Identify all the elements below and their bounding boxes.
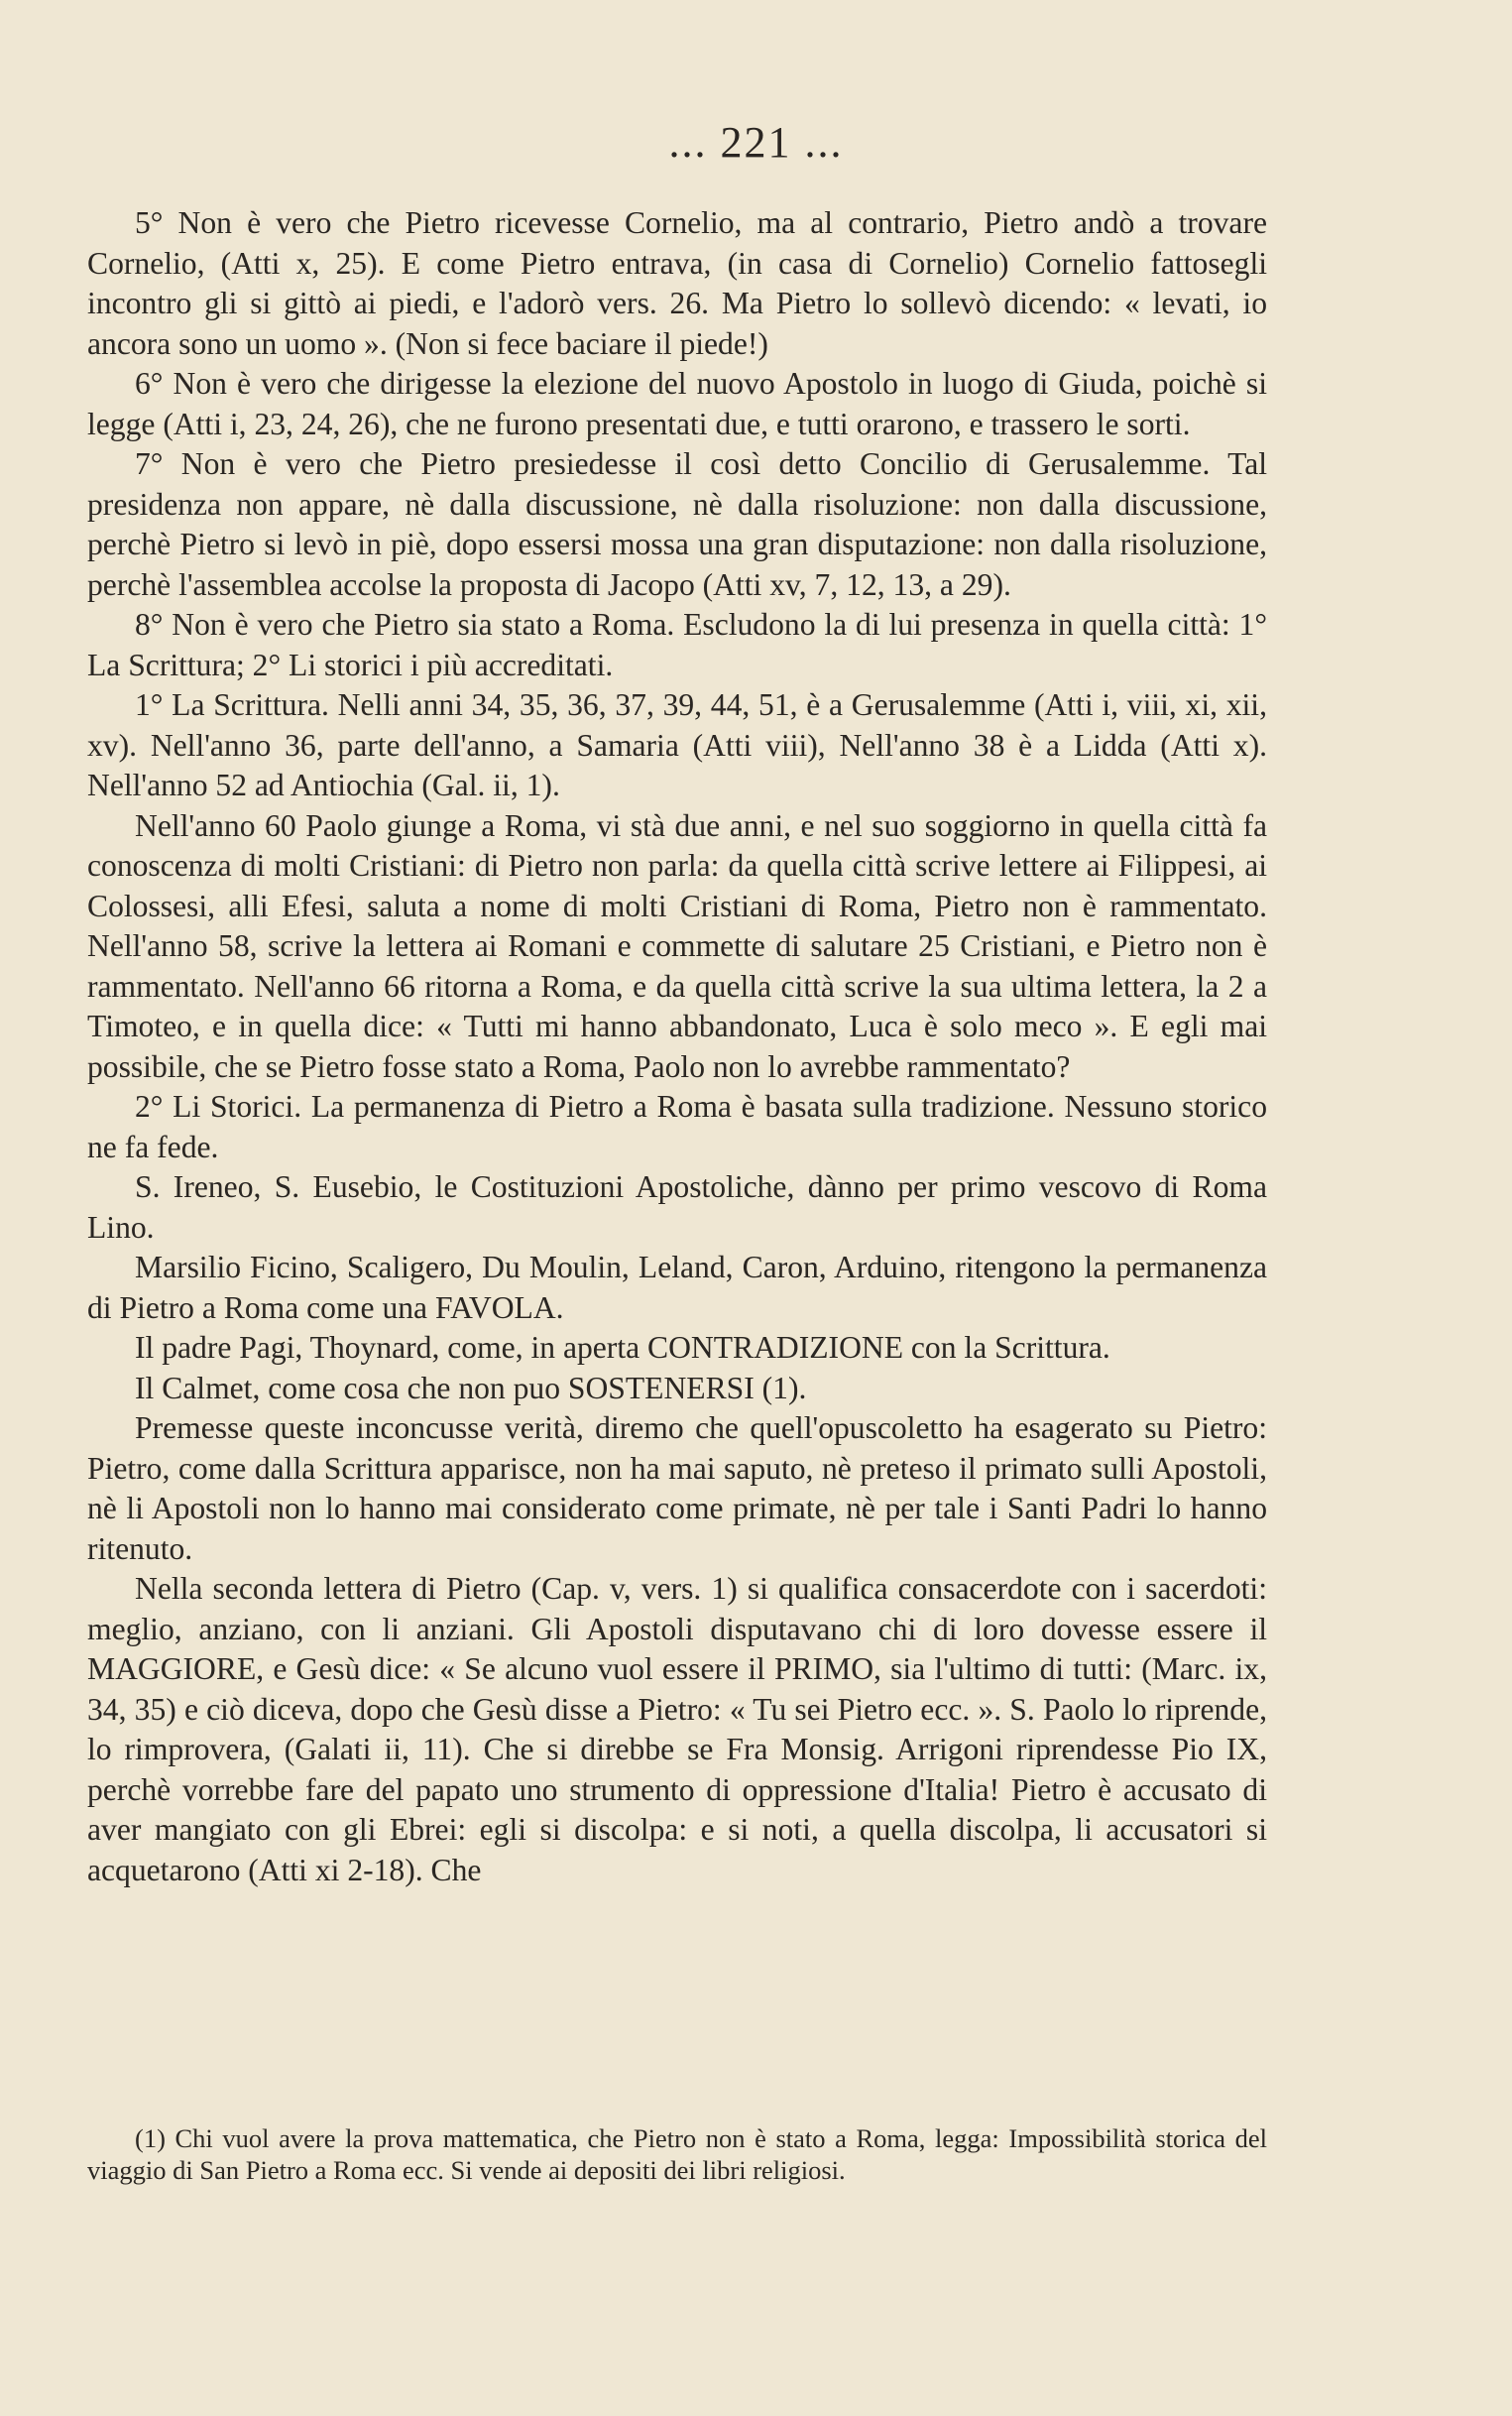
paragraph-scrittura: 1° La Scrittura. Nelli anni 34, 35, 36, 37, 39, 44, 51, è a Gerusalemme (Atti i, viii, xi, xii, xv). Nell'anno 36, parte dell'anno, a Samaria (Atti viii), Nell'anno 38 è a Lidda (Atti x). Nell'anno 52 ad Antiochia (Gal. ii, 1). [87, 687, 1267, 802]
paragraph-ficino: Marsilio Ficino, Scaligero, Du Moulin, Leland, Caron, Arduino, ritengono la permanenza di Pietro a Roma come una FAVOLA. [87, 1250, 1267, 1325]
paragraph-lettera: Nella seconda lettera di Pietro (Cap. v, vers. 1) si qualifica consacerdote con i sacerdoti: meglio, anziano, con li anziani. Gli Apostoli disputavano chi di loro dovesse essere il MAGGIORE, e Gesù dice: « Se alcuno vuol essere il PRIMO, sia l'ultimo di tutti: (Marc. ix, 34, 35) e ciò diceva, dopo che Gesù disse a Pietro: « Tu sei Pietro ecc. ». S. Paolo lo riprende, lo rimprovera, (Galati ii, 11). Che si direbbe se Fra Monsig. Arrigoni riprendesse Pio IX, perchè vorrebbe fare del papato uno strumento di oppressione d'Italia! Pietro è accusato di aver mangiato con gli Ebrei: egli si discolpa: e si noti, a quella discolpa, li accusatori si acquetarono (Atti xi 2-18). Che [87, 1571, 1267, 1887]
paragraph-paolo: Nell'anno 60 Paolo giunge a Roma, vi stà due anni, e nel suo soggiorno in quella città fa conoscenza di molti Cristiani: di Pietro non parla: da quella città scrive lettere ai Filippesi, ai Colossesi, alli Efesi, saluta a nome di molti Cristiani di Roma, Pietro non è rammentato. Nell'anno 58, scrive la lettera ai Romani e commette di salutare 25 Cristiani, e Pietro non è rammentato. Nell'anno 66 ritorna a Roma, e da quella città scrive la sua ultima lettera, la 2 a Timoteo, e in quella dice: « Tutti mi hanno abbandonato, Luca è solo meco ». E egli mai possibile, che se Pietro fosse stato a Roma, Paolo non lo avrebbe rammentato? [87, 807, 1267, 1084]
paragraph-calmet: Il Calmet, come cosa che non puo SOSTENERSI (1). [135, 1370, 807, 1405]
paragraph-pagi: Il padre Pagi, Thoynard, come, in aperta CONTRADIZIONE con la Scrittura. [135, 1330, 1110, 1365]
footnote [87, 2122, 1267, 2186]
paragraph-5: 5° Non è vero che Pietro ricevesse Cornelio, ma al contrario, Pietro andò a trovare Cornelio, (Atti x, 25). E come Pietro entrava, (in casa di Cornelio) Cornelio fattosegli incontro gli si gittò ai piedi, e l'adorò vers. 26. Ma Pietro lo sollevò dicendo: « levati, io ancora sono un uomo ». (Non si fece baciare il piede!) [87, 205, 1267, 361]
paragraph-7: 7° Non è vero che Pietro presiedesse il così detto Concilio di Gerusalemme. Tal presidenza non appare, nè dalla discussione, nè dalla risoluzione: non dalla discussione, perchè Pietro si levò in piè, dopo essersi mossa una gran disputazione: non dalla risoluzione, perchè l'assemblea accolse la proposta di Jacopo (Atti xv, 7, 12, 13, a 29). [87, 446, 1267, 602]
body-text [87, 203, 1267, 1890]
paragraph-ireneo: S. Ireneo, S. Eusebio, le Costituzioni Apostoliche, dànno per primo vescovo di Roma Lino. [87, 1169, 1267, 1245]
paragraph-storici: 2° Li Storici. La permanenza di Pietro a Roma è basata sulla tradizione. Nessuno storico ne fa fede. [87, 1089, 1267, 1164]
footnote-text: (1) Chi vuol avere la prova mattematica, che Pietro non è stato a Roma, legga: Impossibilità storica del viaggio di San Pietro a Roma ecc. Si vende ai depositi dei libri religiosi. [87, 2123, 1267, 2185]
page-number: ... 221 ... [668, 118, 844, 167]
paragraph-premesse: Premesse queste inconcusse verità, diremo che quell'opuscoletto ha esagerato su Pietro: Pietro, come dalla Scrittura apparisce, non ha mai saputo, nè preteso il primato sulli Apostoli, nè li Apostoli non lo hanno mai considerato come primate, nè per tale i Santi Padri lo hanno ritenuto. [87, 1410, 1267, 1566]
paragraph-8: 8° Non è vero che Pietro sia stato a Roma. Escludono la di lui presenza in quella città: 1° La Scrittura; 2° Li storici i più accreditati. [87, 607, 1267, 682]
paragraph-6: 6° Non è vero che dirigesse la elezione del nuovo Apostolo in luogo di Giuda, poichè si legge (Atti i, 23, 24, 26), che ne furono presentati due, e tutti orarono, e trassero le sorti. [87, 366, 1267, 441]
